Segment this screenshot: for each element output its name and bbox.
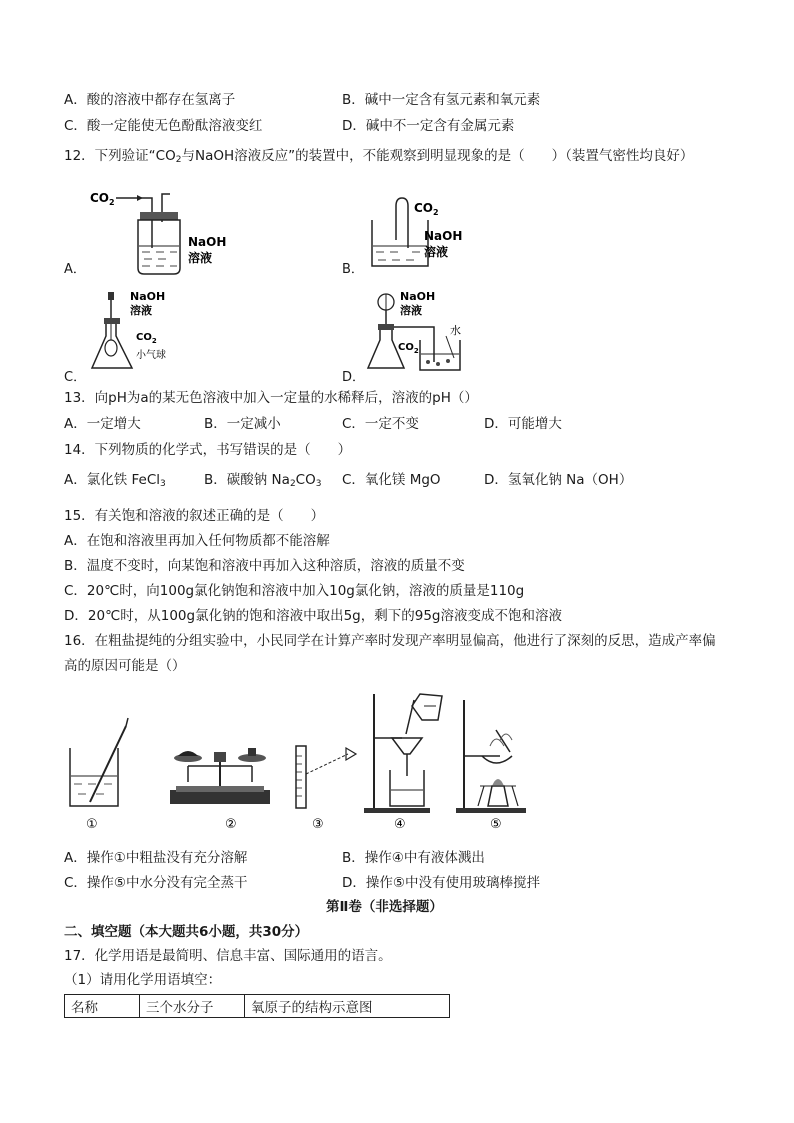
q13-stem: 13．向pH为a的某无色溶液中加入一定量的水稀释后，溶液的pH（） — [64, 390, 478, 406]
operation-5-label: ⑤ — [490, 817, 502, 832]
q17-sub1: （1）请用化学用语填空： — [64, 972, 222, 988]
q15-stem: 15．有关饱和溶液的叙述正确的是（ ） — [64, 508, 325, 524]
q16-figure-operations — [60, 690, 540, 840]
q12-label-d: D． — [342, 370, 366, 385]
table-row — [65, 995, 450, 1018]
operation-4-label: ④ — [394, 817, 406, 832]
table-cell-water-molecules: 三个水分子 — [140, 995, 245, 1018]
operation-4-filter — [364, 694, 442, 813]
q12-label-a: A． — [64, 262, 86, 277]
q12-label-b: B． — [342, 262, 364, 277]
q16-option-b: B．操作④中有液体溅出 — [342, 850, 485, 866]
q16-stem-line1: 16．在粗盐提纯的分组实验中，小民同学在计算产率时发现产率明显偏高，他进行了深刻的反思，造成产率偏 — [64, 633, 716, 649]
q16-option-c: C．操作⑤中水分没有完全蒸干 — [64, 875, 248, 891]
fig-a-solution-label: NaOH — [188, 235, 227, 249]
operation-2-label: ② — [225, 817, 237, 832]
q15-option-a: A．在饱和溶液里再加入任何物质都不能溶解 — [64, 533, 330, 549]
operation-3-label: ③ — [312, 817, 324, 832]
q11-option-c: C．酸一定能使无色酚酞溶液变红 — [64, 118, 263, 134]
q14-option-c: C．氧化镁 MgO — [342, 472, 441, 488]
fig-c-gas-label: $CO_2$ — [136, 332, 157, 345]
q13-option-c: C．一定不变 — [342, 416, 419, 432]
q16-stem-line2: 高的原因可能是（） — [64, 658, 186, 674]
q14-option-a: A．氯化铁 FeCl$_3$ — [64, 472, 166, 489]
q12-stem: 12．下列验证“$CO_2$与NaOH溶液反应”的装置中，不能观察到明显现象的是（ ）（装置气密性均良好） — [64, 148, 694, 165]
operation-3-measure — [296, 746, 356, 808]
q12-figure-d — [366, 288, 506, 378]
table-cell-name-header: 名称 — [65, 995, 140, 1018]
section-heading: 二、填空题（本大题共6小题，共30分） — [64, 924, 309, 940]
q12-figure-b — [366, 190, 516, 275]
q13-option-b: B．一定减小 — [204, 416, 281, 432]
q17-table — [64, 994, 450, 1018]
fig-d-solution-label: NaOH — [400, 290, 436, 303]
fig-b-solution-label: NaOH — [424, 229, 463, 243]
part2-title: 第Ⅱ卷（非选择题） — [326, 899, 443, 915]
operation-5-evaporate — [456, 700, 526, 813]
q11-option-d: D．碱中不一定含有金属元素 — [342, 118, 515, 134]
q15-option-d: D．20℃时，从100g氯化钠的饱和溶液中取出5g，剩下的95g溶液变成不饱和溶液 — [64, 608, 562, 624]
q11-option-b: B．碱中一定含有氢元素和氧元素 — [342, 92, 541, 108]
q15-option-b: B．温度不变时，向某饱和溶液中再加入这种溶质，溶液的质量不变 — [64, 558, 465, 574]
q14-stem: 14．下列物质的化学式，书写错误的是（ ） — [64, 442, 352, 458]
q15-option-c: C．20℃时，向100g氯化钠饱和溶液中加入10g氯化钠，溶液的质量是110g — [64, 583, 525, 599]
fig-a-gas-label: $CO_2$ — [90, 191, 115, 207]
q16-option-d: D．操作⑤中没有使用玻璃棒搅拌 — [342, 875, 540, 891]
q13-option-d: D．可能增大 — [484, 416, 562, 432]
operation-2-weigh — [170, 748, 270, 804]
table-cell-oxygen-structure: 氧原子的结构示意图 — [245, 995, 450, 1018]
fig-d-solution-label-2: 溶液 — [400, 304, 422, 317]
q11-option-a: A．酸的溶液中都存在氢离子 — [64, 92, 236, 108]
q14-option-b: B．碳酸钠 $Na_2CO_3$ — [204, 472, 322, 489]
q12-figure-a — [88, 180, 248, 280]
q12-label-c: C． — [64, 370, 87, 385]
operation-1-dissolve — [70, 718, 128, 806]
fig-c-balloon-label: 小气球 — [136, 350, 166, 361]
fig-a-solution-label-2: 溶液 — [188, 251, 213, 265]
fig-c-solution-label-2: 溶液 — [130, 304, 152, 317]
q12-figure-c — [88, 288, 208, 378]
q13-option-a: A．一定增大 — [64, 416, 141, 432]
q16-option-a: A．操作①中粗盐没有充分溶解 — [64, 850, 248, 866]
fig-b-solution-label-2: 溶液 — [424, 245, 449, 259]
fig-d-water-label: 水 — [450, 324, 461, 337]
q17-stem: 17．化学用语是最简明、信息丰富、国际通用的语言。 — [64, 948, 392, 964]
operation-1-label: ① — [86, 817, 98, 832]
fig-b-gas-label: $CO_2$ — [414, 201, 439, 217]
fig-d-gas-label: $CO_2$ — [398, 342, 419, 355]
q14-option-d: D．氢氧化钠 Na（OH） — [484, 472, 633, 488]
fig-c-solution-label: NaOH — [130, 290, 166, 303]
